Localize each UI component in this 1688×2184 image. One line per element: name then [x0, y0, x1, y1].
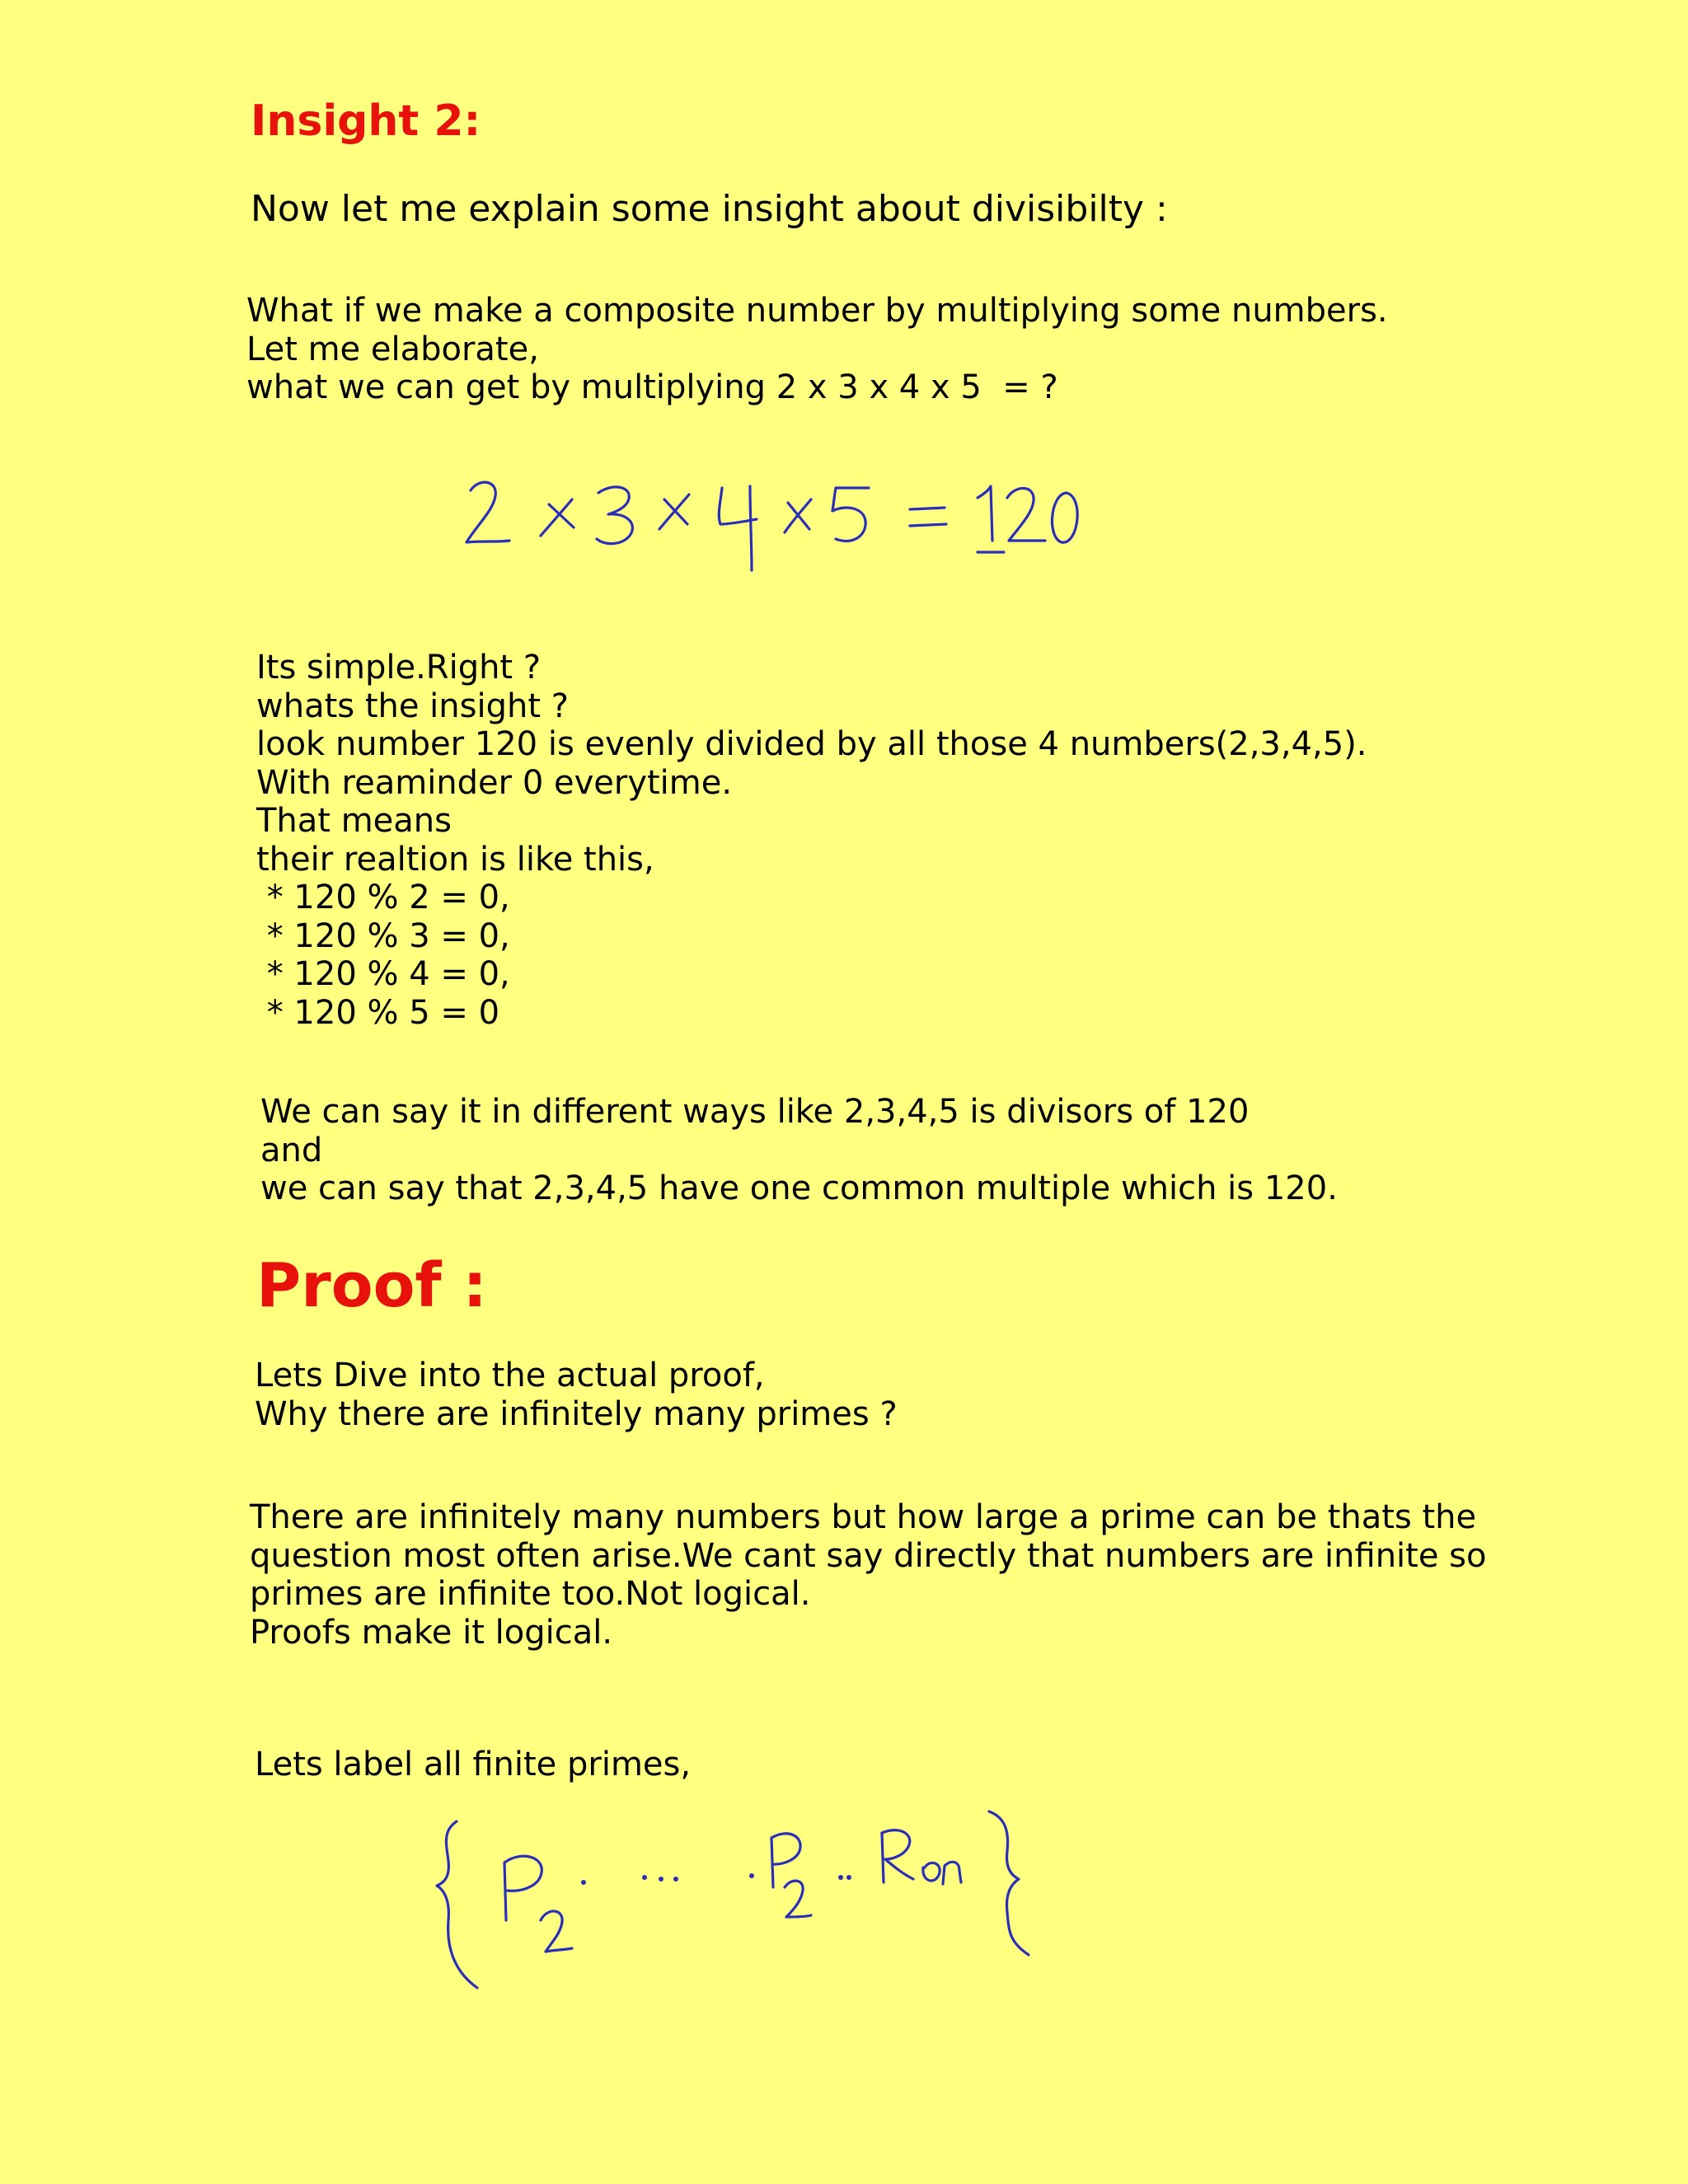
composite-paragraph: What if we make a composite number by multiplying some numbers. Let me elaborate, what we can get by multiplying 2 x 3 x 4 x 5 = ?: [246, 292, 1388, 406]
insight-heading: Insight 2:: [251, 96, 481, 146]
divisors-paragraph: We can say it in different ways like 2,3,4,5 is divisors of 120 and we can say that 2,3,4,5 have one common multiple which is 120.: [260, 1093, 1338, 1207]
proof-reasoning: There are infinitely many numbers but how large a prime can be thats the question most often arise.We cant say directly that numbers are infinite so primes are infinite too.Not logical. Proofs make it logical.: [250, 1498, 1487, 1652]
proof-intro: Lets Dive into the actual proof, Why there are infinitely many primes ?: [255, 1357, 898, 1433]
handwritten-prime-set-image: [432, 1797, 1042, 1994]
insight-explanation: Its simple.Right ? whats the insight ? look number 120 is evenly divided by all those 4 numbers(2,3,4,5). With reaminder 0 everytime. That means their realtion is like this, * 120 % 2 = 0, * 120 % 3 = 0, * 120 % 4 = 0, * 120 % 5 = 0: [256, 649, 1367, 1032]
proof-heading: Proof :: [256, 1250, 487, 1321]
insight-intro: Now let me explain some insight about divisibilty :: [251, 188, 1168, 230]
handwritten-equation-image: [458, 470, 1085, 577]
label-primes-text: Lets label all finite primes,: [255, 1746, 692, 1783]
